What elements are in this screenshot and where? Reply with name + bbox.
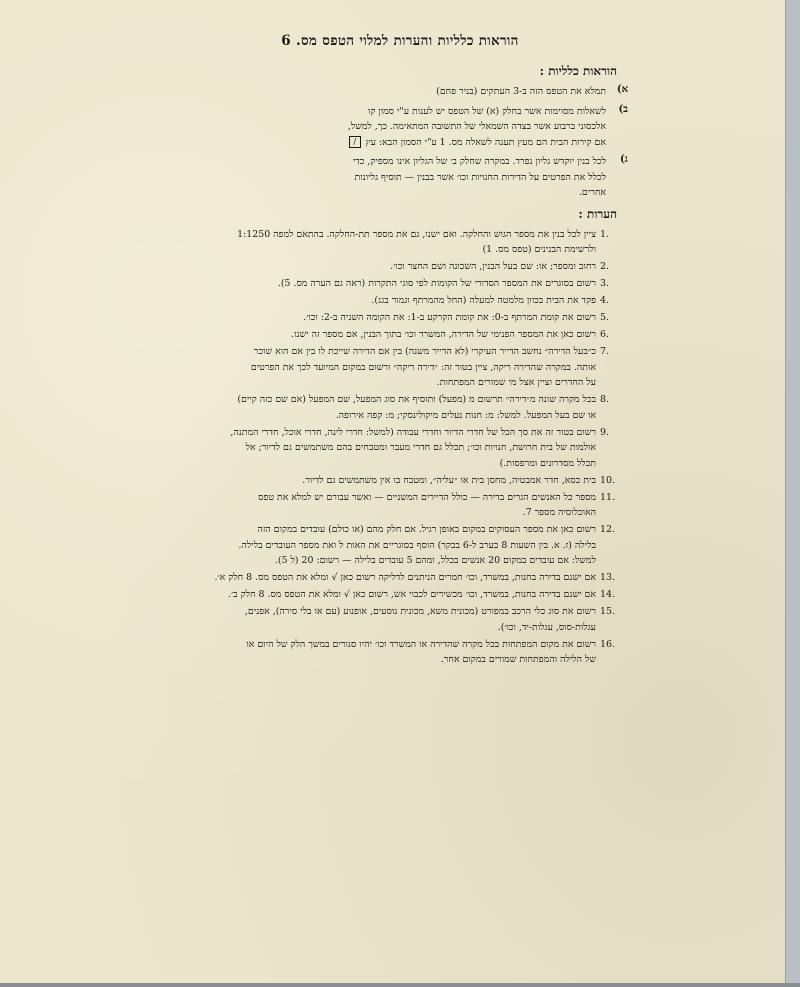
instruction-item (186, 154, 606, 201)
note-item (164, 490, 596, 521)
text-line: רשום כאן את מספר העסוקים במקום באופן רגיל. אם חלק מהם (או כולם) עובדים במקום הזה (257, 524, 596, 535)
note-item (164, 425, 596, 472)
text-line: על החדרים וציין אצל מי שמורים המפתחות. (436, 377, 596, 388)
instruction-marker: ג) (619, 154, 628, 165)
note-item (164, 473, 596, 489)
note-number: 14. (600, 589, 616, 600)
note-number: 10. (600, 474, 616, 486)
text-line: רשום כאן את המספר הפנימי של הדירה, המשרד וכו׳ בתוך הבנין, אם מספר זה ישנו. (291, 329, 596, 340)
text-line: פקד את הבית בכוון מלמטה למעלה (החל מהמרתף וגמור בגג). (371, 295, 596, 306)
note-number: 6. (600, 329, 610, 340)
text-line: של הלילה והמפתחות שמורים במקום אחר. (440, 654, 596, 665)
text-line: בכל מקרה שונה מ״דירה״ תרשום מ (מפעל) ותוסיף את סוג המפעל, שם המפעל (אם שם כזה קיים) (237, 394, 596, 405)
note-number: 5. (600, 312, 610, 323)
note-item (164, 570, 596, 586)
text-line: ולרשימת הבנינים (טפס מס. 1) (482, 244, 596, 255)
text-line: אחרים. (578, 187, 606, 198)
text-line: תכלל מסדרונים ומרפסות.) (499, 457, 596, 469)
instruction-marker: א) (616, 84, 628, 95)
text-line: רשום את סוג כלי הרכב במפורט (מכונית משא, מכונית נוסעים, אופנוע (עם או בלי סירה), אפנים, (244, 606, 596, 617)
text-line: רשום בסוגרים את המספר הסדורי של הקומות לפי סוגי התקרות (ראה גם הערה מס. 5). (277, 278, 596, 289)
note-number: 12. (600, 524, 616, 535)
instruction-marker: ב) (618, 103, 628, 115)
text-line: כ״בעל הדירה״ נחשב הדייר העיקרי (לא הדייר משנה) בין אם הדירה שייכת לו בין אם הוא שוכר (253, 346, 596, 357)
note-number: 4. (600, 295, 610, 306)
text-line: לשאלות מסוימות אשר בחלק (א) של הטפס יש לענות ע"י סמון קו (367, 105, 606, 117)
text-line: או שם בעל המפעל. למשל: מ: חנות נעלים מיקולינסקי; מ: קפה אירופה. (335, 409, 596, 421)
note-number: 7. (600, 346, 610, 357)
text-line: רשום את קומת המרתף ב-0: את קומת הקרקע ב-1: את הקומה השניה ב-2: וכו׳. (303, 312, 596, 323)
text-line: רשום בטור זה את סך הכל של חדרי הדיור וחדרי עבודה (למשל: חדרי לינה, חדרי אוכל, חדרי המתנה, (230, 426, 596, 438)
note-item (164, 293, 596, 309)
note-item (164, 637, 596, 668)
text-line: לכלל את הפרטים על הדירות החנויות וכו׳ אשר בבנין — תוסיף גליונות (354, 171, 606, 183)
text-line: אותה. במקרה שהדירה ריקה, ציין בטור זה: ״דירה ריקה״ ורשום במקום המיועד לכך את הפרטים (250, 361, 596, 373)
text-line: עגלות-סוס, עגלות-יד, וכו׳). (497, 621, 596, 633)
note-item (164, 276, 596, 292)
text-line: למשל: אם עובדים במקום 20 אנשים בכלל, ומהם 5 עובדים בלילה — רשום: 20 (ל 5). (274, 555, 596, 566)
text-line: לכל בנין יוקדש גליון נפרד. במקרה שחלק ב׳ של הגליון אינו מספיק, כדי (352, 156, 606, 167)
note-number: 3. (600, 278, 610, 289)
note-number: 16. (600, 638, 616, 650)
text-line: בלילה (ז. א. בין השעות 8 בערב ל-6 בבקר) הוסף בסוגריים את האות ל ואת מספר העובדים בלילה. (238, 539, 596, 551)
note-item (164, 522, 596, 569)
text-line: אם קירות הבית הם מעץ תענה לשאלה מס. 1 ע"י הסמון הבא: עץ / (186, 135, 606, 151)
note-number: 9. (600, 426, 610, 438)
document-title: הוראות כלליות והערות למלוי הטפס מס. 6 (281, 33, 519, 49)
text-line: אם ישנם בדירה בחנות, במשרד, וכו׳ חמרים הניתנים לדליקה רשום כאן √ ומלא את הטפס מס. 8 חלק א׳. (214, 572, 596, 583)
text-line: מספר כל האנשים הגרים בדירה — כולל הדיירים המשניים — ואשר עבורם יש למלא את טפס (258, 491, 596, 503)
checkbox-example-icon: / (349, 136, 361, 148)
text-line: האוכלוסיה מספר 7. (522, 507, 596, 518)
text-line: ציין לכל בנין את מספר הגוש והחלקה. ואם ישנו, גם את מספר תת-החלקה. בהתאם למפה 1:1250 (237, 228, 596, 240)
text-line: רחוב ומספר; או: שם בעל הבנין, השכונה ושם החצר וכו׳. (390, 261, 596, 272)
text-line: אם ישנם בדירה בחנות, במשרד, וכו׳ מכשירים לכבוי אש, רשום כאן √ ומלא את הטפס מס. 8 חלק ב׳. (227, 589, 596, 600)
text-line: בית כסא, חדר אמבטיה, מחסן בית או ״עליה״, ומטבח בו אין משתמשים גם לדיור. (302, 474, 596, 486)
instruction-item (186, 84, 606, 100)
note-item (164, 327, 596, 343)
note-number: 8. (600, 394, 610, 405)
text-line: אולמות של בית חרושת, חנויות וכו׳; תכלל גם חדרי מעבר ומטבחים בהם משתמשים גם לדיור; אל (245, 442, 596, 453)
text-line: אלכסוני ברבוע אשר בצדה השמאלי של התשובה המתאימה. כך, למשל, (347, 121, 606, 132)
note-item (164, 259, 596, 275)
general-instructions-heading: הוראות כלליות : (539, 64, 617, 78)
note-item (164, 310, 596, 326)
text-line: רשום את מקום המפתחות בכל מקרה שהדירה או המשרד וכו׳ יהיו סגורים במשך הלק של היום או (246, 638, 596, 650)
note-number: 1. (600, 228, 610, 240)
instruction-item (186, 104, 606, 151)
note-number: 2. (600, 261, 610, 272)
notes-heading: הערות : (578, 206, 617, 221)
note-number: 15. (600, 606, 616, 617)
note-item (164, 344, 596, 391)
note-number: 11. (600, 491, 616, 503)
note-number: 13. (600, 572, 616, 583)
note-item (164, 604, 596, 635)
note-item (164, 227, 596, 258)
note-item (164, 587, 596, 603)
text-line: תמלא את הטפס הזה ב-3 העתקים (בניר פחם) (436, 86, 606, 97)
note-item (164, 392, 596, 423)
